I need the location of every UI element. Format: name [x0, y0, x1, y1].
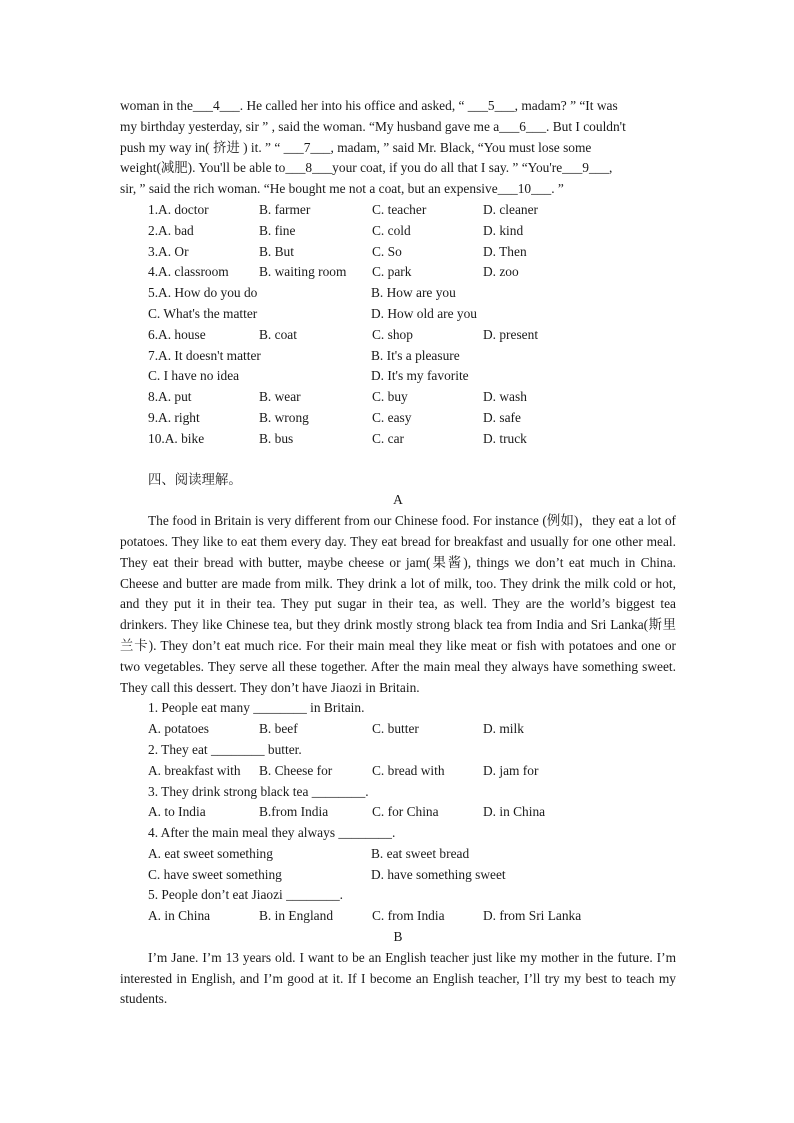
option: C. bread with — [372, 762, 445, 778]
question-stem: 1. People eat many ________ in Britain. — [148, 700, 365, 716]
option-row-3 — [120, 242, 676, 263]
question-options — [120, 844, 676, 865]
option-row-5a — [120, 283, 676, 304]
option: 7.A. It doesn't matter — [148, 347, 261, 363]
option: C. park — [372, 264, 412, 280]
cloze-options — [120, 200, 676, 450]
option: B. It's a pleasure — [371, 347, 460, 363]
cloze-line: my birthday yesterday, sir ” , said the woman. “My husband gave me a___6___. But I couldn't — [120, 118, 626, 134]
cloze-line: sir, ” said the rich woman. “He bought me not a coat, but an expensive___10___. ” — [120, 181, 564, 197]
question-stem: 2. They eat ________ butter. — [148, 741, 302, 757]
question-stem: 4. After the main meal they always ________. — [148, 825, 396, 841]
option: C. What's the matter — [148, 305, 258, 321]
cloze-line: push my way in( 挤进 ) it. ” “ ___7___, madam, ” said Mr. Black, “You must lose some — [120, 139, 592, 155]
option: C. have sweet something — [148, 866, 282, 882]
option: D. truck — [483, 430, 527, 446]
option-row-2 — [120, 221, 676, 242]
option: B. Cheese for — [259, 762, 333, 778]
option-row-8 — [120, 387, 676, 408]
option: B. But — [259, 243, 294, 259]
option-row-4 — [120, 262, 676, 283]
passage-a: The food in Britain is very different from our Chinese food. For instance (例如)，they eat a lot of potatoes. They like to eat them every day. They eat bread for breakfast and usually for one other meal. They eat their bread with butter, maybe cheese or jam(果酱), things we don’t eat much in China. Cheese and butter are made from milk. They drink a lot of milk, too. They drink the milk cold or hot, and they put it in their tea. They put sugar in their tea, as well. They are the world’s biggest tea drinkers. They like Chinese tea, but they drink mostly strong black tea from India and Sri Lanka(斯里兰卡). They don’t eat much rice. For their main meal they like meat or fish with potatoes and one or two vegetables. They serve all these together. After the main meal they always have something sweet. They call this dessert. They don’t have Jiaozi in Britain. — [120, 513, 676, 695]
option: B. waiting room — [259, 264, 347, 280]
option: 1.A. doctor — [148, 201, 209, 217]
option: D. present — [483, 326, 539, 342]
option: D. How old are you — [371, 305, 477, 321]
option: C. easy — [372, 409, 412, 425]
option: B. wear — [259, 389, 301, 405]
option: B. in England — [259, 908, 334, 924]
option: D. have something sweet — [371, 866, 506, 882]
option: D. zoo — [483, 264, 519, 280]
option: B. coat — [259, 326, 297, 342]
option: 4.A. classroom — [148, 264, 229, 280]
option: C. So — [372, 243, 402, 259]
option-row-6 — [120, 325, 676, 346]
option-row-7a — [120, 346, 676, 367]
option: 6.A. house — [148, 326, 206, 342]
option: 3.A. Or — [148, 243, 189, 259]
option: B. How are you — [371, 285, 456, 301]
option: D. safe — [483, 409, 521, 425]
option: A. potatoes — [148, 721, 209, 737]
option: A. in China — [148, 908, 211, 924]
option: B.from India — [259, 804, 329, 820]
option: D. jam for — [483, 762, 539, 778]
option: B. eat sweet bread — [371, 845, 470, 861]
passage-label-a: A — [393, 492, 403, 508]
option: C. from India — [372, 908, 445, 924]
option: B. beef — [259, 721, 298, 737]
section-heading: 四、阅读理解。 — [148, 471, 242, 487]
option-row-10 — [120, 429, 676, 450]
cloze-line: woman in the___4___. He called her into his office and asked, “ ___5___, madam? ” “It was — [120, 98, 618, 113]
option: D. wash — [483, 389, 527, 405]
option: C. butter — [372, 721, 419, 737]
option: A. to India — [148, 804, 206, 820]
option: C. cold — [372, 222, 411, 238]
option: C. car — [372, 430, 404, 446]
option: A. breakfast with — [148, 762, 241, 778]
option: D. milk — [483, 721, 524, 737]
option: 9.A. right — [148, 409, 200, 425]
question-options — [120, 761, 676, 782]
option-row-5b — [120, 304, 676, 325]
option: B. fine — [259, 222, 296, 238]
option: D. in China — [483, 804, 546, 820]
option: 8.A. put — [148, 389, 192, 405]
option: D. Then — [483, 243, 527, 259]
option: C. I have no idea — [148, 368, 240, 384]
option: 2.A. bad — [148, 222, 194, 238]
option: B. farmer — [259, 201, 311, 217]
question-options — [120, 865, 676, 886]
passage-b: I’m Jane. I’m 13 years old. I want to be an English teacher just like my mother in the future. I’m interested in English, and I’m good at it. If I become an English teacher, I’ll try my best to teach my students. — [120, 949, 676, 1007]
option: D. It's my favorite — [371, 368, 469, 384]
option: C. shop — [372, 326, 413, 342]
cloze-line: weight(减肥). You'll be able to___8___your coat, if you do all that I say. ” “You're___9___, — [120, 160, 613, 176]
option-row-7b — [120, 366, 676, 387]
question-stem: 3. They drink strong black tea ________. — [148, 783, 369, 799]
option: D. kind — [483, 222, 524, 238]
question-options — [120, 802, 676, 823]
option: 5.A. How do you do — [148, 285, 258, 301]
option: B. bus — [259, 430, 294, 446]
option: 10.A. bike — [148, 430, 205, 446]
option: D. cleaner — [483, 201, 539, 217]
question-options — [120, 906, 676, 927]
question-options — [120, 719, 676, 740]
option-row-1 — [120, 200, 676, 221]
option: A. eat sweet something — [148, 845, 273, 861]
passage-label-b: B — [393, 929, 403, 945]
option: B. wrong — [259, 409, 309, 425]
option: C. for China — [372, 804, 439, 820]
option-row-9 — [120, 408, 676, 429]
option: C. teacher — [372, 201, 427, 217]
worksheet-page — [120, 96, 676, 1010]
option: D. from Sri Lanka — [483, 908, 582, 924]
cloze-passage — [120, 96, 676, 200]
option: C. buy — [372, 389, 408, 405]
question-stem: 5. People don’t eat Jiaozi ________. — [148, 887, 344, 903]
